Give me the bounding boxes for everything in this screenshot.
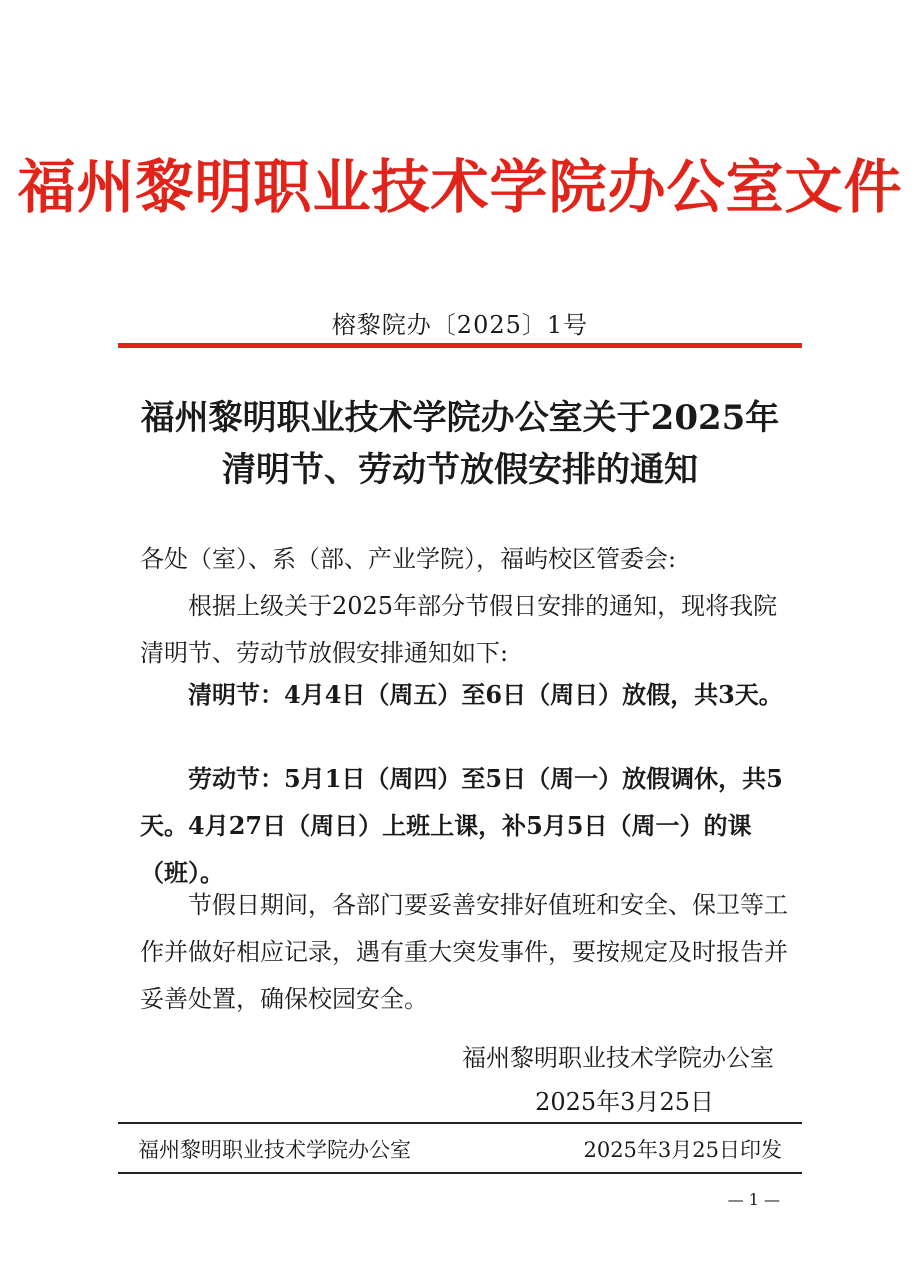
notice-title-line-2: 清明节、劳动节放假安排的通知	[222, 450, 698, 490]
notice-title	[0, 392, 920, 496]
footer-print-date: 2025年3月25日印发	[583, 1138, 782, 1162]
paragraph-laodong	[140, 755, 790, 896]
paragraph-laodong-text: 劳动节：5月1日（周四）至5日（周一）放假调休，共5天。4月27日（周日）上班上课，补5月5日（周一）的课（班）。	[140, 764, 783, 887]
footer-org: 福州黎明职业技术学院办公室	[138, 1138, 411, 1162]
paragraph-qingming	[140, 671, 790, 718]
footer-top-rule	[118, 1122, 802, 1124]
salutation	[140, 536, 790, 583]
red-separator-line	[118, 343, 802, 348]
paragraph-intro-text: 根据上级关于2025年部分节假日安排的通知，现将我院清明节、劳动节放假安排通知如下:	[140, 592, 778, 667]
paragraph-duty-text: 节假日期间，各部门要妥善安排好值班和安全、保卫等工作并做好相应记录，遇有重大突发事件，要按规定及时报告并妥善处置，确保校园安全。	[140, 891, 788, 1013]
paragraph-intro	[140, 583, 790, 677]
notice-title-line-1: 福州黎明职业技术学院办公室关于2025年	[140, 398, 780, 438]
page-number: — 1 —	[727, 1190, 780, 1209]
footer-bottom-rule	[118, 1172, 802, 1174]
signature-org: 福州黎明职业技术学院办公室	[462, 1044, 774, 1072]
document-number: 榕黎院办〔2025〕1号	[331, 311, 589, 339]
paragraph-duty	[140, 882, 790, 1023]
paragraph-qingming-text: 清明节：4月4日（周五）至6日（周日）放假，共3天。	[188, 680, 783, 709]
document-header-title: 福州黎明职业技术学院办公室文件	[17, 153, 903, 221]
salutation-text: 各处（室）、系（部、产业学院），福屿校区管委会:	[140, 545, 677, 573]
signature-date: 2025年3月25日	[535, 1088, 714, 1116]
